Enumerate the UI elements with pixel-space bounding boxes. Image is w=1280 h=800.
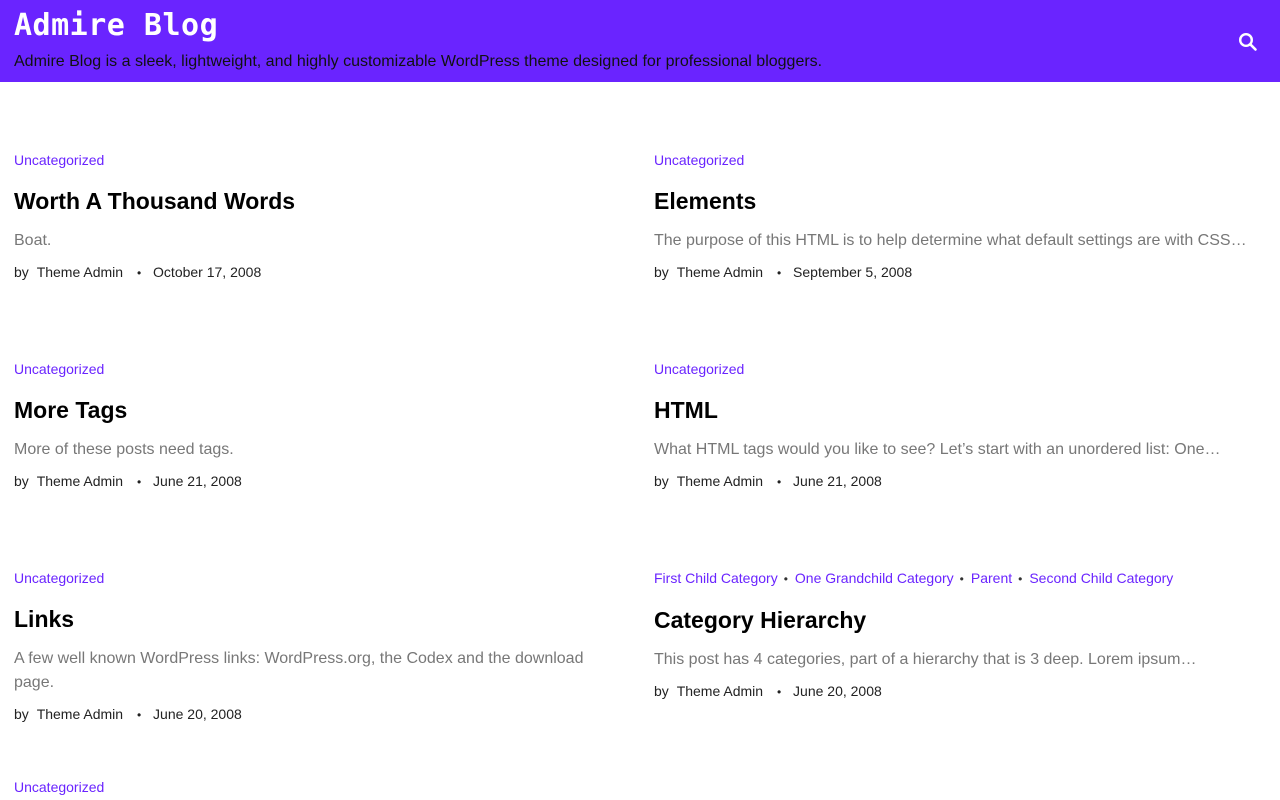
post-categories: [14, 569, 624, 587]
post-date[interactable]: June 20, 2008: [153, 706, 242, 722]
post-author[interactable]: Theme Admin: [36, 706, 124, 722]
post-excerpt: More of these posts need tags.: [14, 441, 234, 458]
post-date[interactable]: June 20, 2008: [793, 683, 882, 699]
post-card: [14, 778, 624, 796]
author-prefix: by: [654, 683, 669, 699]
post-categories: [14, 360, 624, 378]
post-date[interactable]: September 5, 2008: [793, 264, 913, 280]
category-separator: •: [1018, 572, 1023, 586]
post-meta: [14, 472, 624, 491]
category-link[interactable]: Uncategorized: [14, 361, 105, 377]
post-excerpt: The purpose of this HTML is to help determine what default settings are with CSS…: [654, 232, 1247, 249]
post-title[interactable]: Elements: [654, 188, 757, 214]
author-prefix: by: [14, 706, 29, 722]
post-author[interactable]: Theme Admin: [676, 683, 764, 699]
author-prefix: by: [654, 473, 669, 489]
post-date[interactable]: June 21, 2008: [153, 473, 242, 489]
post-categories: [14, 151, 624, 169]
post-categories: [654, 569, 1274, 588]
post-card: [14, 360, 624, 491]
post-title[interactable]: Worth A Thousand Words: [14, 188, 296, 214]
post-date[interactable]: October 17, 2008: [153, 264, 262, 280]
post-title[interactable]: More Tags: [14, 397, 128, 423]
post-categories: [14, 778, 624, 796]
post-meta: [14, 263, 624, 282]
category-link[interactable]: One Grandchild Category: [794, 570, 954, 586]
post-author[interactable]: Theme Admin: [36, 473, 124, 489]
post-title[interactable]: HTML: [654, 397, 718, 423]
meta-separator: •: [776, 685, 782, 699]
author-prefix: by: [654, 264, 669, 280]
post-title[interactable]: Category Hierarchy: [654, 607, 867, 633]
post-card: [654, 569, 1274, 701]
meta-separator: •: [776, 475, 782, 489]
post-author[interactable]: Theme Admin: [676, 473, 764, 489]
post-excerpt: Boat.: [14, 232, 52, 249]
post-date[interactable]: June 21, 2008: [793, 473, 882, 489]
author-prefix: by: [14, 264, 29, 280]
post-card: [654, 360, 1264, 491]
category-link[interactable]: Second Child Category: [1029, 570, 1174, 586]
site-description: Admire Blog is a sleek, lightweight, and highly customizable WordPress theme designed for professional bloggers.: [14, 53, 823, 70]
post-meta: [654, 682, 1274, 701]
meta-separator: •: [136, 266, 142, 280]
post-author[interactable]: Theme Admin: [36, 264, 124, 280]
category-separator: •: [783, 572, 788, 586]
post-card: [654, 151, 1264, 282]
post-author[interactable]: Theme Admin: [676, 264, 764, 280]
category-link[interactable]: Uncategorized: [14, 152, 105, 168]
meta-separator: •: [136, 708, 142, 722]
post-meta: [654, 472, 1264, 491]
post-categories: [654, 151, 1264, 169]
post-excerpt: This post has 4 categories, part of a hierarchy that is 3 deep. Lorem ipsum…: [654, 651, 1197, 668]
post-excerpt: A few well known WordPress links: WordPress.org, the Codex and the download page.: [14, 650, 584, 691]
post-categories: [654, 360, 1264, 378]
author-prefix: by: [14, 473, 29, 489]
category-link[interactable]: Uncategorized: [14, 779, 105, 795]
post-meta: [654, 263, 1264, 282]
meta-separator: •: [136, 475, 142, 489]
category-link[interactable]: Uncategorized: [14, 570, 105, 586]
post-card: [14, 151, 624, 282]
post-title[interactable]: Links: [14, 606, 75, 632]
post-card: [14, 569, 624, 724]
category-link[interactable]: Uncategorized: [654, 152, 745, 168]
post-meta: [14, 705, 624, 724]
site-title[interactable]: Admire Blog: [14, 8, 219, 43]
category-link[interactable]: Uncategorized: [654, 361, 745, 377]
meta-separator: •: [776, 266, 782, 280]
category-separator: •: [959, 572, 964, 586]
category-link[interactable]: Parent: [970, 570, 1013, 586]
post-excerpt: What HTML tags would you like to see? Let’s start with an unordered list: One…: [654, 441, 1221, 458]
category-link[interactable]: First Child Category: [654, 570, 778, 586]
